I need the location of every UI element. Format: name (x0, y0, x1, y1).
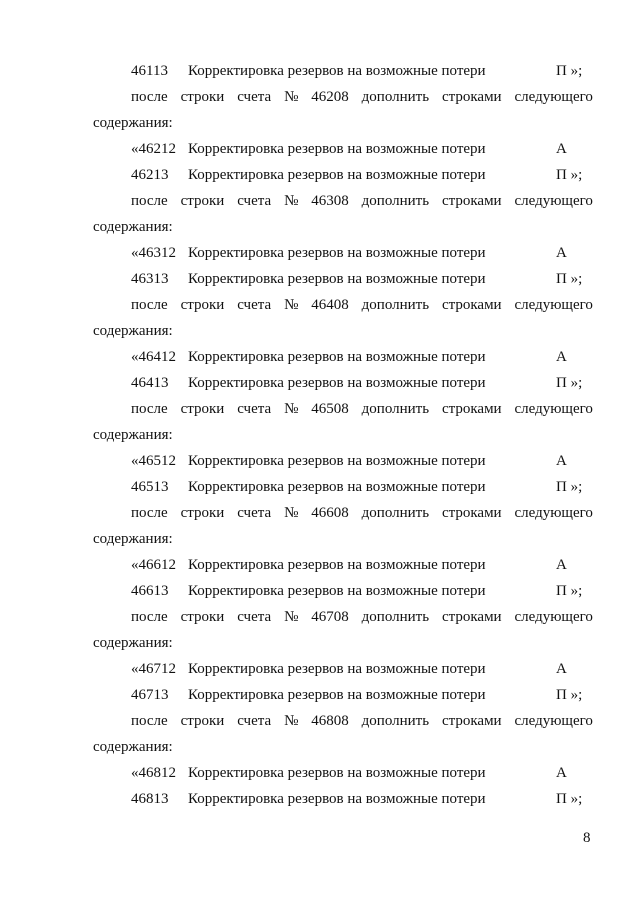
account-code: 46613 (131, 583, 169, 599)
instruction-word: после (131, 89, 168, 105)
instruction-word: после (131, 505, 168, 521)
instruction-word: следующего (514, 297, 593, 313)
instruction-word: строки (180, 609, 225, 625)
instruction-word: дополнить (361, 713, 430, 729)
account-line (0, 344, 640, 370)
account-line (0, 162, 640, 188)
account-code: 46313 (131, 271, 169, 287)
instruction-text (131, 292, 593, 318)
account-description: Корректировка резервов на возможные потери (188, 141, 486, 157)
continuation-line (0, 630, 640, 656)
account-line (0, 370, 640, 396)
account-type-mark: П »; (556, 583, 583, 599)
account-line (0, 578, 640, 604)
document-body (0, 58, 640, 812)
instruction-word: № (284, 89, 299, 105)
instruction-text (131, 604, 593, 630)
account-code: 46213 (131, 167, 169, 183)
instruction-line (0, 292, 640, 318)
instruction-word: счета (237, 297, 272, 313)
instruction-word: строки (180, 297, 225, 313)
instruction-word: счета (237, 609, 272, 625)
instruction-line (0, 84, 640, 110)
account-type-mark: П »; (556, 271, 583, 287)
instruction-word: строками (441, 505, 502, 521)
instruction-text (131, 500, 593, 526)
account-description: Корректировка резервов на возможные потери (188, 245, 486, 261)
instruction-line (0, 708, 640, 734)
instruction-word: следующего (514, 713, 593, 729)
account-type-mark: А (556, 349, 567, 365)
instruction-word: № (284, 505, 299, 521)
continuation-text: содержания: (93, 219, 173, 235)
account-type-mark: П »; (556, 63, 583, 79)
page-number: 8 (583, 830, 591, 846)
instruction-word: счета (237, 505, 272, 521)
instruction-text (131, 84, 593, 110)
account-description: Корректировка резервов на возможные потери (188, 557, 486, 573)
account-description: Корректировка резервов на возможные потери (188, 661, 486, 677)
account-code: 46113 (131, 63, 168, 79)
continuation-line (0, 214, 640, 240)
instruction-word: 46308 (311, 193, 349, 209)
instruction-word: счета (237, 89, 272, 105)
instruction-word: 46208 (311, 89, 349, 105)
continuation-text: содержания: (93, 115, 173, 131)
instruction-word: строками (441, 193, 502, 209)
account-code: 46413 (131, 375, 169, 391)
continuation-text: содержания: (93, 531, 173, 547)
instruction-word: № (284, 609, 299, 625)
account-description: Корректировка резервов на возможные потери (188, 271, 486, 287)
instruction-word: строки (180, 193, 225, 209)
account-line (0, 136, 640, 162)
instruction-text (131, 188, 593, 214)
instruction-word: следующего (514, 401, 593, 417)
instruction-word: следующего (514, 193, 593, 209)
account-type-mark: П »; (556, 375, 583, 391)
instruction-word: № (284, 713, 299, 729)
instruction-word: строками (441, 89, 502, 105)
account-type-mark: А (556, 765, 567, 781)
account-type-mark: П »; (556, 791, 583, 807)
instruction-word: 46708 (311, 609, 349, 625)
instruction-word: строками (441, 609, 502, 625)
instruction-line (0, 188, 640, 214)
account-description: Корректировка резервов на возможные потери (188, 479, 486, 495)
instruction-text (131, 396, 593, 422)
account-line (0, 552, 640, 578)
continuation-line (0, 110, 640, 136)
account-type-mark: А (556, 557, 567, 573)
account-type-mark: А (556, 453, 567, 469)
account-description: Корректировка резервов на возможные потери (188, 687, 486, 703)
instruction-word: дополнить (361, 89, 430, 105)
account-code: «46312 (131, 245, 176, 261)
account-code: «46712 (131, 661, 176, 677)
account-type-mark: А (556, 245, 567, 261)
instruction-word: строки (180, 505, 225, 521)
account-line (0, 474, 640, 500)
account-description: Корректировка резервов на возможные потери (188, 453, 486, 469)
continuation-line (0, 318, 640, 344)
instruction-line (0, 500, 640, 526)
account-code: 46813 (131, 791, 169, 807)
instruction-word: № (284, 401, 299, 417)
instruction-word: 46508 (311, 401, 349, 417)
account-line (0, 656, 640, 682)
continuation-line (0, 526, 640, 552)
continuation-text: содержания: (93, 635, 173, 651)
instruction-word: следующего (514, 89, 593, 105)
instruction-word: счета (237, 193, 272, 209)
instruction-word: после (131, 297, 168, 313)
account-type-mark: А (556, 141, 567, 157)
instruction-word: дополнить (361, 401, 430, 417)
instruction-word: строки (180, 401, 225, 417)
instruction-word: после (131, 401, 168, 417)
instruction-word: 46608 (311, 505, 349, 521)
account-type-mark: П »; (556, 687, 583, 703)
instruction-line (0, 396, 640, 422)
account-code: 46713 (131, 687, 169, 703)
instruction-word: дополнить (361, 505, 430, 521)
instruction-word: после (131, 713, 168, 729)
instruction-word: дополнить (361, 193, 430, 209)
instruction-word: дополнить (361, 297, 430, 313)
account-type-mark: П »; (556, 479, 583, 495)
account-line (0, 760, 640, 786)
instruction-word: строками (441, 713, 502, 729)
account-code: «46812 (131, 765, 176, 781)
account-code: «46612 (131, 557, 176, 573)
account-line (0, 240, 640, 266)
instruction-word: № (284, 193, 299, 209)
instruction-line (0, 604, 640, 630)
instruction-word: дополнить (361, 609, 430, 625)
continuation-line (0, 422, 640, 448)
instruction-word: счета (237, 401, 272, 417)
instruction-word: после (131, 193, 168, 209)
instruction-word: № (284, 297, 299, 313)
continuation-text: содержания: (93, 427, 173, 443)
instruction-word: строки (180, 89, 225, 105)
account-code: «46412 (131, 349, 176, 365)
account-code: «46212 (131, 141, 176, 157)
instruction-word: 46408 (311, 297, 349, 313)
continuation-line (0, 734, 640, 760)
instruction-text (131, 708, 593, 734)
account-line (0, 682, 640, 708)
instruction-word: 46808 (311, 713, 349, 729)
instruction-word: строками (441, 401, 502, 417)
account-description: Корректировка резервов на возможные потери (188, 791, 486, 807)
account-description: Корректировка резервов на возможные потери (188, 63, 486, 79)
account-code: «46512 (131, 453, 176, 469)
account-type-mark: А (556, 661, 567, 677)
account-description: Корректировка резервов на возможные потери (188, 349, 486, 365)
instruction-word: строками (441, 297, 502, 313)
instruction-word: после (131, 609, 168, 625)
account-line (0, 266, 640, 292)
instruction-word: следующего (514, 609, 593, 625)
account-description: Корректировка резервов на возможные потери (188, 375, 486, 391)
instruction-word: следующего (514, 505, 593, 521)
account-description: Корректировка резервов на возможные потери (188, 167, 486, 183)
instruction-word: счета (237, 713, 272, 729)
account-type-mark: П »; (556, 167, 583, 183)
account-code: 46513 (131, 479, 169, 495)
account-description: Корректировка резервов на возможные потери (188, 583, 486, 599)
instruction-word: строки (180, 713, 225, 729)
account-line (0, 448, 640, 474)
account-description: Корректировка резервов на возможные потери (188, 765, 486, 781)
continuation-text: содержания: (93, 739, 173, 755)
account-line (0, 786, 640, 812)
continuation-text: содержания: (93, 323, 173, 339)
account-line (0, 58, 640, 84)
